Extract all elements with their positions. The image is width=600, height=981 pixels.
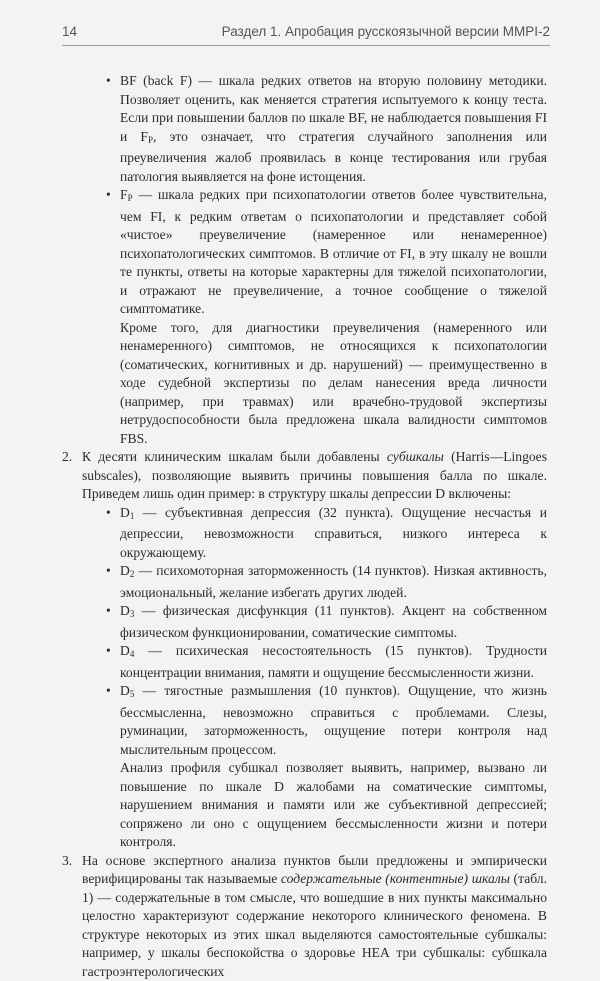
subscript: 4 [130, 649, 135, 659]
subscale-text: — психомоторная заторможенность (14 пунктов). Низкая активность, эмоциональный, желание избегать других людей. [120, 563, 547, 600]
paragraph-text: Анализ профиля субшкал позволяет выявить, например, вызвано ли повышение по шкале D жалобами на соматические симптомы, нарушением внимания и памяти или же субъективной депрессией; сопряжено ли оно с ощущением бессмысленности жизни и потери контроля. [120, 759, 547, 852]
header-rule [62, 45, 550, 46]
numbered-item-2 [62, 448, 547, 504]
list-item [120, 186, 547, 319]
bullet-icon: • [106, 602, 111, 621]
item-number: 2. [62, 448, 72, 467]
bullet-list-validity-scales [62, 72, 547, 319]
numbered-item-3 [62, 852, 547, 981]
bf-scale-text: BF (back F) — шкала редких ответов на вторую половину методики. Позволяет оценить, как меняется стратегия испытуемого к концу теста. Если при повышении баллов по шкале BF, не наблюдается повышения FI и F [120, 73, 547, 144]
scale-letter: D [120, 603, 130, 618]
fp-scale-text: — шкала редких при психопатологии ответов более чувствительна, чем FI, к редким ответам о психопатологии и представляет собой «чистое» преувеличение (намеренное или ненамеренное) психопатологических симптомов. В отличие от FI, в эту шкалу не вошли те пункты, ответы на которые характерны для тяжелой психопатологии, и отражают не преувеличение, а точное сообщение о тяжелой симптоматике. [120, 187, 547, 316]
subscript: P [148, 135, 153, 145]
paragraph-text: Кроме того, для диагностики преувеличения (намеренного или ненамеренного) симптомов, не относящихся к психопатологии (соматических, когнитивных и др. нарушений) — преимущественно в ходе судебной экспертизы по делам нанесения вреда личности (например, при травмах) или врачебно-трудовой экспертизы нетрудоспособности была предложена шкала валидности симптомов FBS. [120, 319, 547, 449]
subscale-text: — психическая несостоятельность (15 пунктов). Трудности концентрации внимания, памяти и ощущение бессмысленности жизни. [120, 643, 547, 680]
running-head: Раздел 1. Апробация русскоязычной версии MMPI-2 [222, 24, 550, 39]
bullet-list-d-subscales [62, 504, 547, 760]
list-item [120, 602, 547, 642]
scale-letter: D [120, 643, 130, 658]
subscale-text: — тягостные размышления (10 пунктов). Ощущение, что жизнь бессмысленна, невозможно справиться с проблемами. Слезы, руминации, заторможенность, ощущение потери контроля над мыслительным процессом. [120, 683, 547, 757]
page-number: 14 [62, 24, 77, 39]
bullet-icon: • [106, 504, 111, 523]
item-text-tail: (табл. 1) — содержательные в том смысле, что вошедшие в них пункты максимально целостно характеризуют содержание некоторого клинического феномена. В структуре некоторых из этих шкал выделяются самостоятельные субшкалы: например, у шкалы беспокойства о здоровье НЕА три субшкалы: субшкала гастроэнтерологических [82, 871, 547, 979]
scale-letter: D [120, 563, 130, 578]
bf-scale-text-tail: , это означает, что стратегия случайного заполнения или преувеличения жалоб проявилась в конце тестирования или грубая патология выявляется на фоне истощения. [120, 129, 547, 184]
paragraph-fbs [62, 319, 547, 449]
item-number: 3. [62, 852, 72, 871]
list-item [120, 682, 547, 759]
item-italic: содержательные (контентные) шкалы [281, 871, 510, 886]
item-text: К десяти клиническим шкалам были добавлены [82, 449, 387, 464]
item-text: На основе экспертного анализа пунктов были предложены и эмпирически верифицированы так называемые [82, 853, 547, 887]
paragraph-profile-analysis [62, 759, 547, 852]
subscript: 1 [130, 511, 135, 521]
subscale-text: — субъективная депрессия (32 пункта). Ощущение несчастья и депрессии, невозможности справиться, низкого интереса к окружающему. [120, 505, 547, 560]
list-item [120, 642, 547, 682]
list-item [120, 504, 547, 563]
item-text-tail: (Harris—Lingoes subscales), позволяющие выявить причины повышения балла по шкале. Приведем лишь один пример: в структуру шкалы депрессии D включены: [82, 449, 547, 501]
bullet-icon: • [106, 186, 111, 205]
subscript: P [128, 193, 133, 203]
page-body [62, 72, 547, 981]
scale-letter: D [120, 683, 130, 698]
subscript: 5 [130, 689, 135, 699]
list-item [120, 72, 547, 186]
bullet-icon: • [106, 642, 111, 661]
scale-letter: F [120, 187, 128, 202]
subscript: 3 [130, 609, 135, 619]
bullet-icon: • [106, 72, 111, 91]
list-item [120, 562, 547, 602]
bullet-icon: • [106, 682, 111, 701]
scale-letter: D [120, 505, 130, 520]
subscale-text: — физическая дисфункция (11 пунктов). Акцент на собственном физическом функционировании, соматические симптомы. [120, 603, 547, 640]
bullet-icon: • [106, 562, 111, 581]
page-header [62, 24, 550, 46]
subscript: 2 [130, 569, 135, 579]
item-italic: субшкалы [387, 449, 444, 464]
